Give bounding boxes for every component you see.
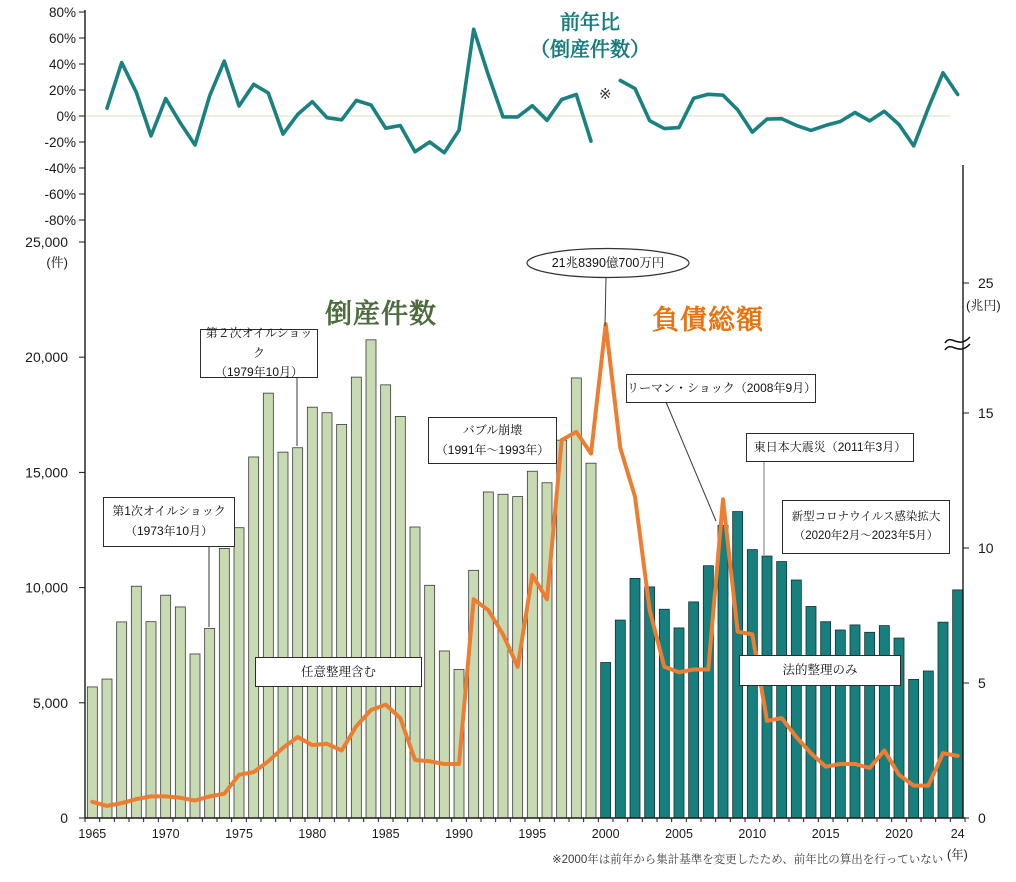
bar-2013: [791, 580, 801, 818]
svg-text:0: 0: [978, 810, 986, 826]
svg-text:1990: 1990: [445, 827, 473, 841]
annotation-covid: [782, 500, 950, 554]
bar-1977: [263, 393, 273, 818]
bar-1998: [571, 378, 581, 818]
bar-1989: [439, 651, 449, 818]
annotation-text: （1973年10月）: [124, 524, 214, 538]
svg-text:0%: 0%: [56, 109, 76, 124]
bar-2022: [923, 671, 933, 818]
svg-text:1965: 1965: [78, 827, 107, 841]
bar-1968: [131, 586, 141, 818]
svg-text:-80%: -80%: [44, 213, 76, 228]
counts-series-title: 倒産件数: [325, 299, 437, 329]
annotation-lehman-shock: [626, 374, 816, 403]
svg-text:60%: 60%: [48, 31, 76, 46]
svg-text:2000: 2000: [591, 827, 620, 841]
bar-2024: [953, 590, 963, 818]
bar-2007: [703, 566, 713, 818]
bar-2006: [689, 602, 699, 818]
bar-2014: [806, 606, 816, 818]
annotation-text: 第1次オイルショック: [112, 504, 226, 519]
bar-1978: [278, 452, 288, 818]
bar-2017: [850, 625, 860, 818]
annotation-text: （1991年～1993年）: [435, 442, 550, 457]
annotation-bubble-collapse: [428, 417, 557, 464]
annotation-text: 任意整理含む: [300, 664, 376, 679]
svg-text:20%: 20%: [48, 83, 76, 98]
svg-text:0: 0: [60, 810, 68, 826]
annotation-text: バブル崩壊: [462, 422, 523, 437]
bar-1965: [87, 687, 97, 818]
svg-text:40%: 40%: [48, 57, 76, 72]
svg-text:10,000: 10,000: [25, 579, 68, 596]
bar-1971: [175, 607, 185, 818]
svg-text:5: 5: [978, 675, 986, 691]
svg-text:-40%: -40%: [44, 161, 76, 176]
bar-1973: [205, 628, 215, 818]
bar-1996: [542, 483, 552, 818]
yoy-title-line1: 前年比: [560, 12, 620, 34]
bar-1967: [117, 622, 127, 818]
bar-2005: [674, 628, 684, 818]
bar-2002: [630, 578, 640, 818]
annotation-includes-voluntary: [255, 657, 422, 687]
bar-1988: [425, 585, 435, 818]
annotation-text: 新型コロナウイルス感染拡大: [791, 511, 941, 524]
annotation-text: 東日本大震災（2011年3月）: [753, 439, 907, 454]
bar-1974: [219, 548, 229, 818]
annotation-text: （1979年10月）: [214, 365, 304, 380]
svg-text:2015: 2015: [811, 827, 840, 841]
bar-1969: [146, 622, 156, 818]
annotation-text: 第２次オイルショック: [205, 325, 313, 360]
bar-1982: [337, 424, 347, 818]
svg-text:2005: 2005: [665, 827, 693, 841]
bar-1966: [102, 679, 112, 818]
bar-2001: [615, 620, 625, 818]
bar-2021: [909, 679, 919, 818]
svg-text:-60%: -60%: [44, 187, 76, 202]
bar-1980: [307, 407, 317, 818]
bar-1983: [351, 377, 361, 818]
bar-1995: [527, 471, 537, 818]
bar-2012: [777, 562, 787, 818]
svg-text:1995: 1995: [518, 827, 547, 841]
bar-2023: [938, 622, 948, 818]
svg-text:(兆円): (兆円): [966, 298, 1001, 313]
svg-text:15,000: 15,000: [25, 464, 68, 481]
bar-1979: [293, 448, 303, 818]
annotation-oil-shock-2: [200, 325, 318, 380]
svg-text:1980: 1980: [298, 827, 327, 841]
annotation-text: リーマン・ショック（2008年9月）: [627, 380, 817, 395]
svg-text:25: 25: [978, 275, 994, 291]
svg-text:80%: 80%: [48, 5, 76, 20]
svg-text:15: 15: [978, 405, 994, 421]
svg-text:5,000: 5,000: [32, 694, 68, 711]
bar-1993: [498, 494, 508, 818]
svg-text:2010: 2010: [738, 827, 767, 841]
bar-2015: [821, 622, 831, 818]
bar-2011: [762, 556, 772, 818]
annotation-text: 法的整理のみ: [782, 663, 858, 678]
yoy-title-line2: （倒産件数）: [530, 39, 650, 61]
svg-text:24: 24: [950, 827, 965, 841]
svg-text:20,000: 20,000: [25, 349, 68, 366]
svg-text:10: 10: [978, 540, 994, 556]
bar-1992: [483, 492, 493, 818]
bar-1981: [322, 413, 332, 818]
bar-1986: [395, 416, 405, 818]
annotation-text: （2020年2月～2023年5月）: [793, 530, 939, 542]
bar-1984: [366, 340, 376, 818]
yoy-line-title: [488, 10, 692, 64]
svg-text:1975: 1975: [225, 827, 253, 841]
annotation-legal-only: [739, 655, 901, 686]
svg-text:2020: 2020: [885, 827, 913, 841]
svg-text:25,000: 25,000: [25, 234, 68, 250]
bar-1970: [161, 595, 171, 818]
bar-1972: [190, 654, 200, 818]
bar-2004: [659, 609, 669, 818]
bar-2000: [601, 662, 611, 818]
debt-series-title: 負債総額: [652, 305, 764, 335]
debt-peak-callout-label: 21兆8390億700万円: [551, 256, 665, 270]
bar-1999: [586, 463, 596, 818]
footnote: ※2000年は前年から集計基準を変更したため、前年比の算出を行っていない: [552, 854, 944, 866]
svg-text:1985: 1985: [371, 827, 400, 841]
bar-1976: [249, 457, 259, 818]
svg-text:1970: 1970: [151, 827, 180, 841]
x-axis-unit: (年): [947, 848, 968, 862]
svg-text:-20%: -20%: [44, 135, 76, 150]
bar-1985: [381, 385, 391, 818]
svg-text:(件): (件): [46, 255, 68, 270]
bar-2008: [718, 525, 728, 818]
annotation-oil-shock-1: [103, 497, 235, 547]
footnote-reference-mark: ※: [599, 86, 612, 103]
annotation-tohoku-earthquake: [746, 433, 914, 462]
